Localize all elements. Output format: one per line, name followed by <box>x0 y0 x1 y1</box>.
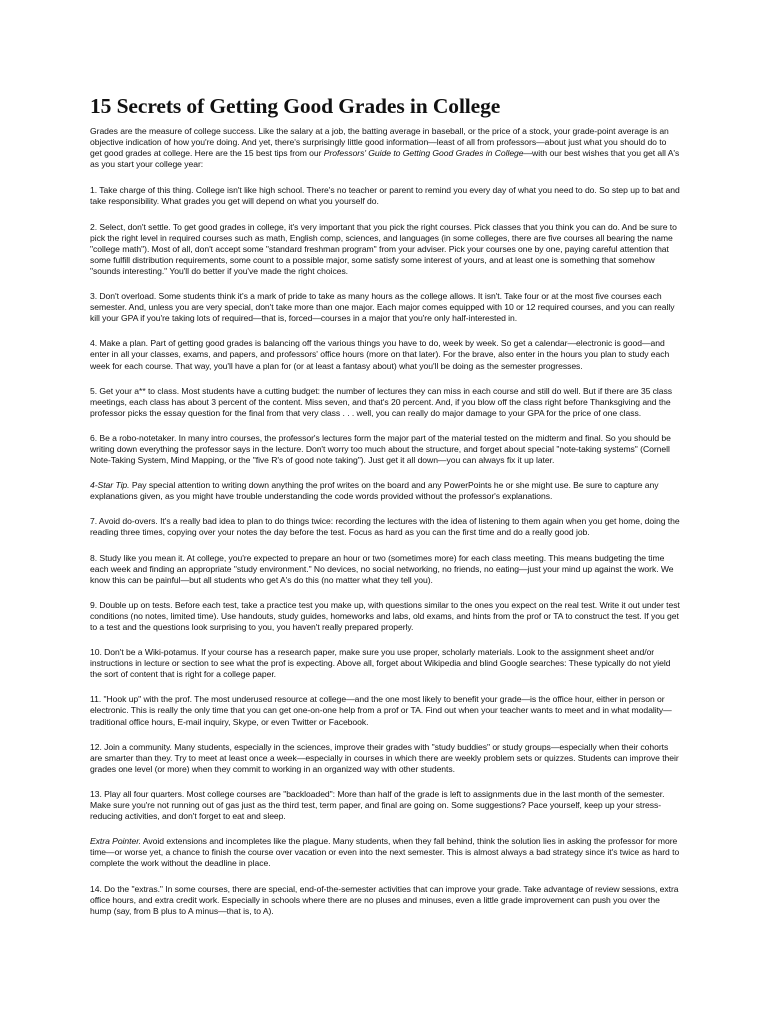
tip-heading: 4. Make a plan. <box>90 338 149 349</box>
intro-text-end: —with our best wishes that you get all A's as you start your college year: <box>90 148 680 170</box>
intro-paragraph <box>90 126 680 170</box>
tip-body: Most students have a cutting budget: the number of lectures they can miss in each course and still do well. But if there are 35 class meetings, each class has about 3 percent of the content. Miss seven, and that's 20 percent. And, if you blow off the class right before Thanksgiving and the professor picks the essay question for the final from that very class . . . well, you can really do major damage to your GPA for the price of one class. <box>90 385 672 418</box>
tip-paragraph <box>90 433 680 466</box>
tip-heading: 9. Double up on tests. <box>90 599 173 610</box>
tip-paragraph <box>90 291 680 324</box>
intro-text-start: Grades are the measure of college success. Like the salary at a job, the batting average in baseball, or the price of a stock, your grade-point average is an objective indication of how you're doing. And yet, there's surprisingly little good information—least of all from professors—about just what you should do to get good grades at college. Here are the 15 best tips from our <box>90 126 669 159</box>
tip-heading: 7. Avoid do-overs. <box>90 516 158 527</box>
tip-paragraph <box>90 480 680 502</box>
tip-body: Many students, especially in the sciences, improve their grades with "study buddies" or study groups—especially when their cohorts are smarter than they. Try to meet at least once a week—especially in courses in which there are weekly problem sets or quizzes. Students can improve their grades one level (or more) when they commit to working in an organized way with other students. <box>90 741 679 774</box>
tip-heading: 11. "Hook up" with the prof. <box>90 694 192 705</box>
tip-paragraph <box>90 222 680 277</box>
tip-paragraph <box>90 647 680 680</box>
tip-paragraph <box>90 185 680 207</box>
tip-paragraph <box>90 694 680 727</box>
tips-list <box>90 185 680 916</box>
tip-paragraph <box>90 884 680 917</box>
tip-heading: 6. Be a robo-notetaker. <box>90 432 177 443</box>
tip-heading: 12. Join a community. <box>90 741 172 752</box>
tip-body: Some students think it's a mark of pride to take as many hours as the college allows. It isn't. Take four or at the most five courses each semester. And, unless you are very special, don't take more than one major. Each major comes equipped with 10 or 12 required courses, and you can really kill your GPA if you're taking lots of required—that is, forced—courses in a major that you're only half-interested in. <box>90 291 675 324</box>
tip-body: To get good grades in college, it's very important that you pick the right courses. Pick classes that you think you can do. And be sure to pick the right level in required courses such as math, English comp, sciences, and languages (in some colleges, there are five courses all bearing the name "college math"). Most of all, don't accept some "standard freshman program" from your adviser. Pick your courses one by one, paying careful attention that some fulfill distribution requirements, some count to a possible major, some satisfy some interest of yours, and at least one is something that somehow "sounds interesting." You'll do better if you've made the right choices. <box>90 221 677 276</box>
tip-heading: 13. Play all four quarters. <box>90 788 185 799</box>
tip-heading: 8. Study like you mean it. <box>90 552 185 563</box>
tip-paragraph <box>90 516 680 538</box>
tip-heading: 3. Don't overload. <box>90 291 157 302</box>
document-title: 15 Secrets of Getting Good Grades in College <box>90 94 501 118</box>
tip-body: Before each test, take a practice test you make up, with questions similar to the ones you expect on the real test. Write it out under test conditions (no notes, limited time). Use handouts, study guides, homeworks and labs, old exams, and hints from the prof or TA to construct the test. If you get to a test and the questions look surprising to you, you haven't really prepared properly. <box>90 599 680 632</box>
tip-heading: 10. Don't be a Wiki-potamus. <box>90 647 199 658</box>
tip-body: At college, you're expected to prepare an hour or two (sometimes more) for each class meeting. This means budgeting the time each week and finding an appropriate "study environment." No devices, no social networking, no friends, no eating—just your mind up against the work. We know this can be painful—but all students who get A's do this (no matter what they tell you). <box>90 552 674 585</box>
document-page <box>90 93 680 931</box>
tip-body: In many intro courses, the professor's lectures form the major part of the material tested on the midterm and final. So you should be writing down everything the professor says in the lecture. Don't worry too much about the structure, and forget about special "note-taking systems" (Cornell Note-Taking System, Mind Mapping, or the "five R's of good note taking"). Just get it all down—you can always fix it up later. <box>90 432 671 466</box>
tip-paragraph <box>90 338 680 371</box>
tip-body: It's a really bad idea to plan to do things twice: recording the lectures with the idea of listening to them again when you get home, doing the reading three times, copying over your notes the day before the test. Focus as hard as you can the first time and do a really good job. <box>90 516 680 538</box>
tip-body: The most underused resource at college—and the one most likely to benefit your grade—is the office hour, either in person or electronic. This is really the only time that you can get one-on-one help from a prof or TA. Find out when your teacher wants to meet and in what modality—traditional office hours, E-mail inquiry, Skype, or even Twitter or Facebook. <box>90 694 672 727</box>
tip-paragraph <box>90 386 680 419</box>
tip-paragraph <box>90 600 680 633</box>
tip-paragraph <box>90 789 680 822</box>
tip-body: Avoid extensions and incompletes like the plague. Many students, when they fall behind, think the solution lies in asking the professor for more time—or worse yet, a chance to finish the course over vacation or even into the next semester. This is almost always a bad strategy since it's twice as hard to complete the work without the deadline in place. <box>90 836 680 869</box>
tip-paragraph <box>90 553 680 586</box>
tip-heading: 2. Select, don't settle. <box>90 221 171 232</box>
tip-heading: 1. Take charge of this thing. <box>90 185 194 196</box>
tip-heading: Extra Pointer. <box>90 836 142 847</box>
tip-body: College isn't like high school. There's no teacher or parent to remind you every day of what you need to do. So step up to bat and take responsibility. What grades you get will depend on what you yourself do. <box>90 185 680 207</box>
tip-heading: 4-Star Tip. <box>90 480 130 491</box>
tip-heading: 14. Do the "extras." <box>90 883 163 894</box>
tip-body: Part of getting good grades is balancing off the various things you have to do, week by week. So get a calendar—electronic is good—and enter in all your classes, exams, and papers, and professors' office hours (more on that later). For the brave, also enter in the hours you plan to study each week for each course. That way, you'll have a plan for (or at least a fantasy about) what you'll be doing as the semester progresses. <box>90 338 670 371</box>
tip-paragraph <box>90 836 680 869</box>
tip-body: In some courses, there are special, end-of-the-semester activities that can improve your grade. Take advantage of review sessions, extra office hours, and extra credit work. Especially in schools where there are no pluses and minuses, even a little grade improvement can push you over the hump (say, from B plus to A minus—that is, to A). <box>90 883 679 916</box>
tip-body: Most college courses are "backloaded": More than half of the grade is left to assignments due in the last month of the semester. Make sure you're not running out of gas just as the third test, term paper, and final are going on. Some suggestions? Pace yourself, keep up your stress-reducing activities, and don't forget to eat and sleep. <box>90 788 665 822</box>
tip-heading: 5. Get your a** to class. <box>90 385 180 396</box>
tip-paragraph <box>90 742 680 775</box>
tip-body: Pay special attention to writing down anything the prof writes on the board and any PowerPoints he or she might use. Be sure to capture any explanations given, as you might have trouble understanding the code words provided without the professor's explanations. <box>90 480 659 502</box>
book-title: Professors' Guide to Getting Good Grades in College <box>323 148 524 159</box>
tip-body: If your course has a research paper, make sure you use proper, scholarly materials. Look to the assignment sheet and/or instructions in lecture or section to see what the prof is expecting. Above all, forget about Wikipedia and blind Google searches: These typically do not yield the sort of content that is right for a college paper. <box>90 647 671 680</box>
